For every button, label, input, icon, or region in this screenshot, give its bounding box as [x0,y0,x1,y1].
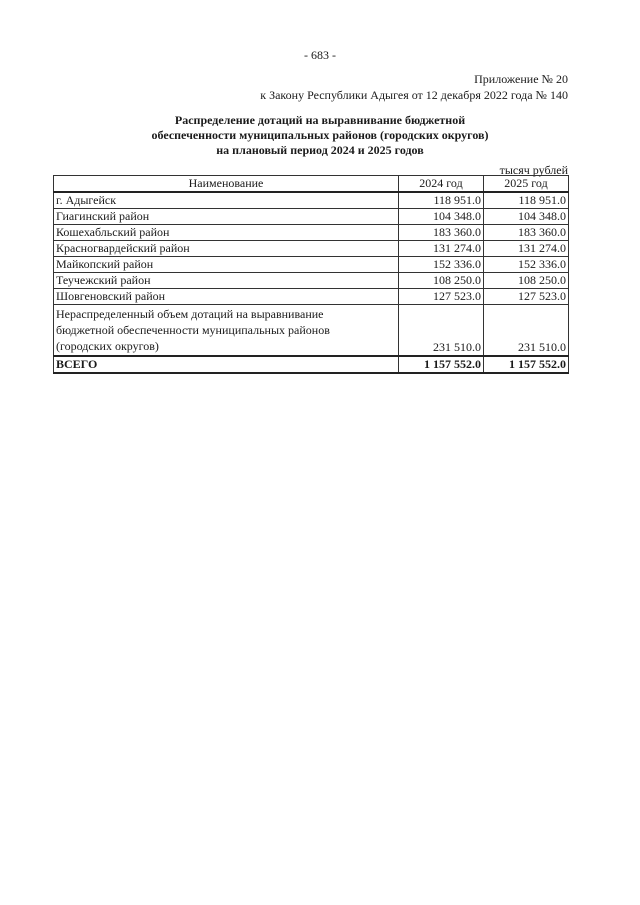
subsidy-table [53,175,569,374]
row-2025-value: 127 523.0 [484,289,569,305]
table-header-row [54,176,569,193]
undistributed-name-line-3: (городских округов) [56,339,159,353]
row-2025-value: 183 360.0 [484,225,569,241]
row-2024-value: 152 336.0 [399,257,484,273]
title-line-1: Распределение дотаций на выравнивание бюджетной [174,113,466,127]
row-2025-value: 118 951.0 [484,192,569,209]
undistributed-2024-value: 231 510.0 [399,305,484,357]
page-number: - 683 - [304,48,336,62]
row-2025-value: 152 336.0 [484,257,569,273]
undistributed-name-line-2: бюджетной обеспеченности муниципальных районов [56,323,330,337]
row-2025-value: 131 274.0 [484,241,569,257]
row-name: г. Адыгейск [54,192,399,209]
row-2024-value: 131 274.0 [399,241,484,257]
row-2024-value: 127 523.0 [399,289,484,305]
table-row [54,192,569,209]
table-row [54,289,569,305]
title-line-2: обеспеченности муниципальных районов (городских округов) [151,128,489,142]
appendix-law-reference: к Закону Республики Адыгея от 12 декабря 2022 года № 140 [260,88,568,102]
row-2025-value: 104 348.0 [484,209,569,225]
column-header-name: Наименование [54,176,399,193]
row-name: Красногвардейский район [54,241,399,257]
document-title [80,113,560,158]
row-2024-value: 104 348.0 [399,209,484,225]
table-row [54,241,569,257]
column-header-2024: 2024 год [399,176,484,193]
total-label: ВСЕГО [54,356,399,373]
total-2024-value: 1 157 552.0 [399,356,484,373]
total-row [54,356,569,373]
row-2025-value: 108 250.0 [484,273,569,289]
total-2025-value: 1 157 552.0 [484,356,569,373]
row-name: Гиагинский район [54,209,399,225]
units-label: тысяч рублей [499,163,568,177]
undistributed-2025-value: 231 510.0 [484,305,569,357]
row-2024-value: 108 250.0 [399,273,484,289]
row-name: Кошехабльский район [54,225,399,241]
table-row [54,257,569,273]
row-name: Шовгеновский район [54,289,399,305]
column-header-2025: 2025 год [484,176,569,193]
table-row [54,209,569,225]
row-2024-value: 183 360.0 [399,225,484,241]
undistributed-row [54,305,569,357]
row-name: Майкопский район [54,257,399,273]
undistributed-name [54,305,399,357]
appendix-label: Приложение № 20 [474,72,568,86]
undistributed-name-line-1: Нераспределенный объем дотаций на выравнивание [56,307,324,321]
row-name: Теучежский район [54,273,399,289]
table-row [54,225,569,241]
table-row [54,273,569,289]
title-line-3: на плановый период 2024 и 2025 годов [216,143,424,157]
row-2024-value: 118 951.0 [399,192,484,209]
